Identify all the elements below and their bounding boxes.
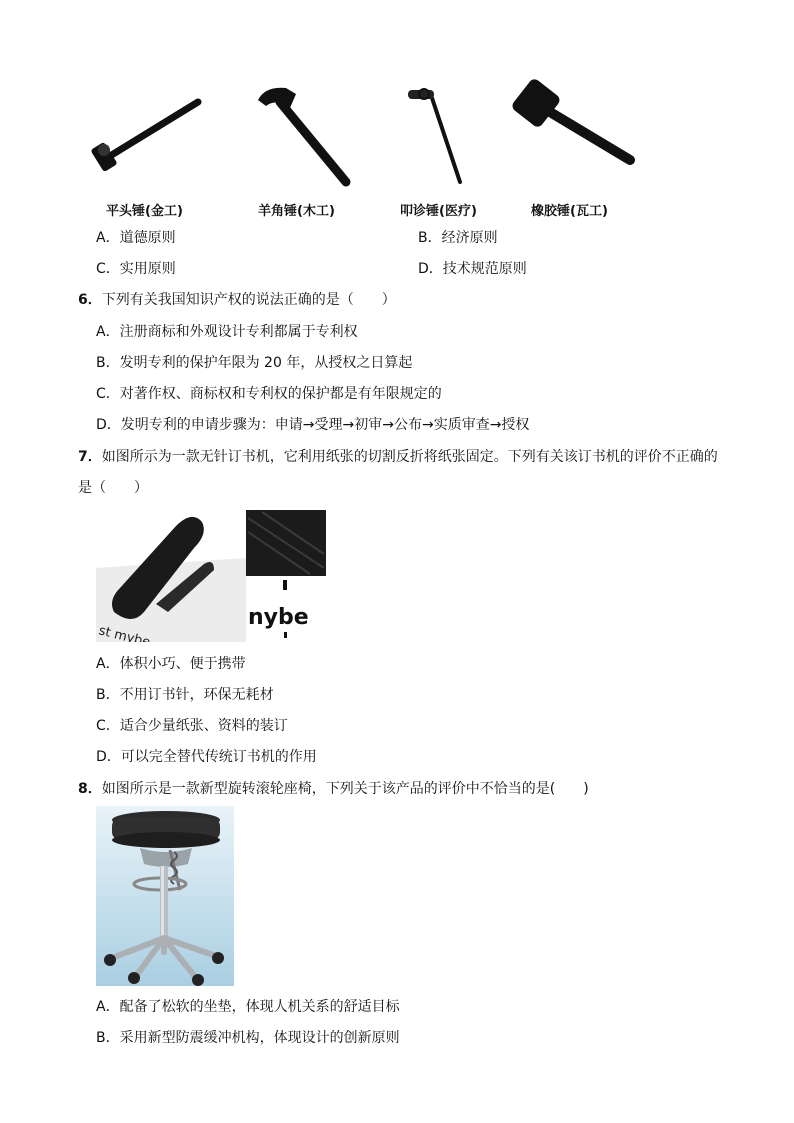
claw-hammer-image — [258, 88, 346, 182]
option-text: 发明专利的保护年限为 20 年，从授权之日算起 — [119, 355, 413, 371]
hammer-figure — [90, 78, 640, 188]
q7-option-a — [96, 654, 246, 674]
question-text: 下列有关我国知识产权的说法正确的是（ ） — [101, 292, 396, 308]
q6-option-d — [96, 415, 529, 435]
option-text: 发明专利的申请步骤为：申请→受理→初审→公布→实质审查→授权 — [120, 417, 530, 433]
q5-option-a — [96, 228, 176, 248]
question-text: 如图所示为一款无针订书机，它利用纸张的切割反折将纸张固定。下列有关该订书机的评价不正确的 — [101, 449, 718, 465]
option-key: A． — [96, 230, 120, 246]
option-key: C． — [96, 386, 120, 402]
option-key: B． — [96, 1030, 120, 1046]
q6-option-a — [96, 322, 358, 342]
stapler-sample-text: nybe — [248, 605, 309, 630]
hammer-caption-3: 叩诊锤(医疗) — [400, 204, 477, 219]
question-number: 8． — [78, 781, 102, 797]
option-key: A． — [96, 324, 120, 340]
option-text: 配备了松软的坐垫，体现人机关系的舒适目标 — [119, 999, 400, 1015]
stapler-paper-text: st mybe — [97, 623, 152, 642]
option-text: 经济原则 — [441, 230, 498, 246]
option-key: A． — [96, 656, 120, 672]
option-key: C． — [96, 718, 120, 734]
option-text: 不用订书针，环保无耗材 — [119, 687, 274, 703]
q7-stem-line2: 是（ ） — [78, 480, 148, 496]
q8-stem — [78, 779, 589, 799]
hammer-caption-2: 羊角锤(木工) — [258, 204, 335, 219]
option-text: 适合少量纸张、资料的装订 — [119, 718, 288, 734]
option-key: C． — [96, 261, 120, 277]
option-key: D． — [96, 749, 121, 765]
reflex-hammer-image — [408, 89, 460, 182]
question-number: 7． — [78, 449, 102, 465]
option-key: B． — [96, 355, 120, 371]
q6-stem — [78, 290, 396, 310]
q5-option-b — [418, 228, 498, 248]
flat-head-hammer-image — [90, 102, 198, 172]
q7-option-c — [96, 716, 288, 736]
option-text: 体积小巧、便于携带 — [119, 656, 246, 672]
q6-option-b — [96, 353, 412, 373]
rubber-mallet-image — [510, 78, 630, 160]
stapler-image — [96, 508, 330, 642]
option-key: B． — [96, 687, 120, 703]
q5-option-c — [96, 259, 176, 279]
option-text: 对著作权、商标权和专利权的保护都是有年限规定的 — [119, 386, 442, 402]
q8-option-b — [96, 1028, 400, 1048]
q8-option-a — [96, 997, 400, 1017]
question-number: 6． — [78, 292, 102, 308]
option-text: 道德原则 — [119, 230, 176, 246]
q7-option-d — [96, 747, 317, 767]
rolling-chair-image — [96, 806, 234, 986]
q7-option-b — [96, 685, 274, 705]
option-text: 技术规范原则 — [442, 261, 527, 277]
option-text: 采用新型防震缓冲机构，体现设计的创新原则 — [119, 1030, 400, 1046]
q5-option-d — [418, 259, 527, 279]
option-key: B． — [418, 230, 442, 246]
option-text: 实用原则 — [119, 261, 176, 277]
hammer-caption-4: 橡胶锤(瓦工) — [531, 204, 608, 219]
option-text: 可以完全替代传统订书机的作用 — [120, 749, 317, 765]
option-key: A． — [96, 999, 120, 1015]
option-key: D． — [418, 261, 443, 277]
hammer-caption-1: 平头锤(金工) — [106, 204, 183, 219]
option-text: 注册商标和外观设计专利都属于专利权 — [119, 324, 358, 340]
q7-stem-line1 — [78, 447, 718, 467]
option-key: D． — [96, 417, 121, 433]
q6-option-c — [96, 384, 442, 404]
question-text: 如图所示是一款新型旋转滚轮座椅，下列关于该产品的评价中不恰当的是( ) — [101, 781, 589, 797]
